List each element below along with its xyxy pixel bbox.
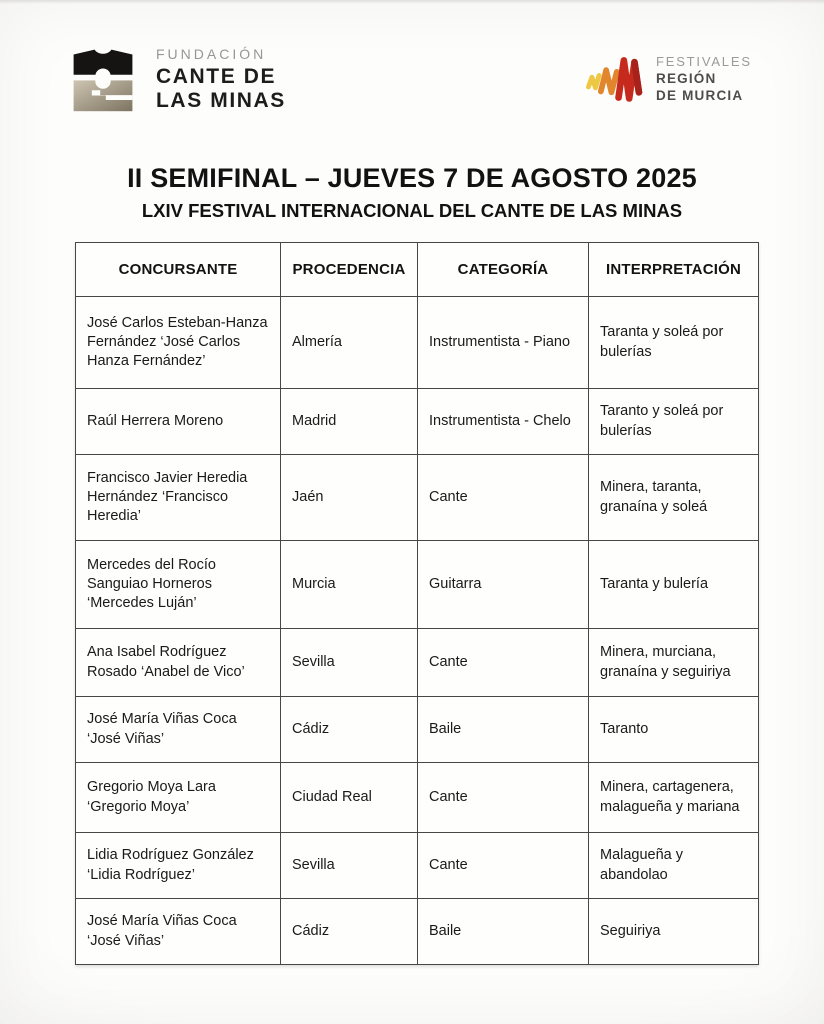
column-header-concursante: CONCURSANTE: [76, 243, 281, 297]
cell-interpretacion: Taranto y soleá por bulerías: [589, 389, 759, 455]
cell-concursante: Lidia Rodríguez González ‘Lidia Rodríguez’: [76, 833, 281, 899]
table-row: [76, 629, 759, 697]
page-title: II SEMIFINAL – JUEVES 7 DE AGOSTO 2025: [127, 163, 697, 193]
table-row: [76, 763, 759, 833]
cell-procedencia: Sevilla: [281, 833, 418, 899]
cell-categoria: Baile: [418, 697, 589, 763]
fundacion-cante-logo: [66, 44, 286, 114]
table-header: [76, 243, 759, 297]
de-murcia-label: DE MURCIA: [656, 87, 744, 103]
cell-categoria: Cante: [418, 833, 589, 899]
table-row: [76, 833, 759, 899]
cell-concursante: José María Viñas Coca ‘José Viñas’: [76, 899, 281, 965]
cell-categoria: Instrumentista - Chelo: [418, 389, 589, 455]
cell-procedencia: Madrid: [281, 389, 418, 455]
cell-categoria: Guitarra: [418, 541, 589, 629]
cante-de-label: CANTE DE: [156, 64, 277, 88]
cell-interpretacion: Taranta y soleá por bulerías: [589, 297, 759, 389]
cell-interpretacion: Minera, cartagenera, malagueña y mariana: [589, 763, 759, 833]
cell-procedencia: Jaén: [281, 455, 418, 541]
cell-categoria: Instrumentista - Piano: [418, 297, 589, 389]
cell-interpretacion: Minera, murciana, granaína y seguiriya: [589, 629, 759, 697]
festivales-label: FESTIVALES: [656, 53, 752, 69]
las-minas-label: LAS MINAS: [156, 88, 286, 112]
miners-lamp-mark-icon: [66, 44, 140, 114]
waveform-zigzag-icon: [584, 46, 646, 112]
title-block: [0, 163, 824, 222]
cell-procedencia: Cádiz: [281, 697, 418, 763]
table-row: [76, 541, 759, 629]
cell-interpretacion: Minera, taranta, granaína y soleá: [589, 455, 759, 541]
cell-interpretacion: Seguiriya: [589, 899, 759, 965]
cell-concursante: Ana Isabel Rodríguez Rosado ‘Anabel de Vico’: [76, 629, 281, 697]
table-body: [76, 297, 759, 965]
fundacion-label: FUNDACIÓN: [156, 45, 267, 62]
cell-categoria: Baile: [418, 899, 589, 965]
cell-concursante: Francisco Javier Heredia Hernández ‘Francisco Heredia’: [76, 455, 281, 541]
table-row: [76, 455, 759, 541]
cell-procedencia: Cádiz: [281, 899, 418, 965]
cell-concursante: José Carlos Esteban-Hanza Fernández ‘José Carlos Hanza Fernández’: [76, 297, 281, 389]
table-row: [76, 899, 759, 965]
table-header-row: [76, 243, 759, 297]
cell-procedencia: Ciudad Real: [281, 763, 418, 833]
cell-concursante: Gregorio Moya Lara ‘Gregorio Moya’: [76, 763, 281, 833]
cell-categoria: Cante: [418, 629, 589, 697]
table-row: [76, 697, 759, 763]
page-subtitle: LXIV FESTIVAL INTERNACIONAL DEL CANTE DE LAS MINAS: [141, 200, 683, 221]
cell-interpretacion: Taranto: [589, 697, 759, 763]
column-header-categoria: CATEGORÍA: [418, 243, 589, 297]
column-header-procedencia: PROCEDENCIA: [281, 243, 418, 297]
cell-concursante: Raúl Herrera Moreno: [76, 389, 281, 455]
table-row: [76, 389, 759, 455]
fundacion-cante-logo-text: [156, 46, 286, 112]
cell-interpretacion: Taranta y bulería: [589, 541, 759, 629]
region-label: REGIÓN: [656, 70, 717, 86]
column-header-interpretacion: INTERPRETACIÓN: [589, 243, 759, 297]
cell-categoria: Cante: [418, 455, 589, 541]
cell-procedencia: Almería: [281, 297, 418, 389]
cell-procedencia: Sevilla: [281, 629, 418, 697]
table-row: [76, 297, 759, 389]
cell-concursante: José María Viñas Coca ‘José Viñas’: [76, 697, 281, 763]
cell-procedencia: Murcia: [281, 541, 418, 629]
cell-concursante: Mercedes del Rocío Sanguiao Horneros ‘Mercedes Luján’: [76, 541, 281, 629]
festivales-murcia-logo: [584, 46, 752, 112]
contestants-table: [75, 242, 759, 965]
festivales-murcia-logo-text: [656, 54, 752, 105]
cell-interpretacion: Malagueña y abandolao: [589, 833, 759, 899]
cell-categoria: Cante: [418, 763, 589, 833]
